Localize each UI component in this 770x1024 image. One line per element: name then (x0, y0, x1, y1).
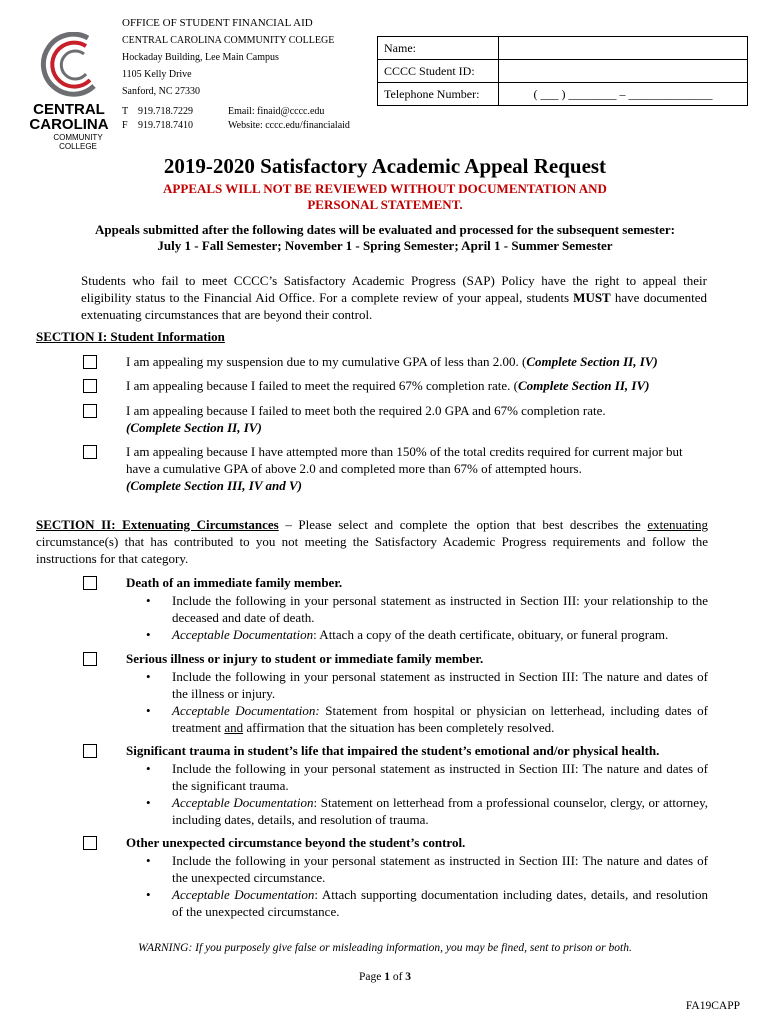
option-note: Complete Section II, IV) (526, 354, 658, 369)
deadline-notice (60, 222, 710, 254)
option-completion-text (126, 377, 708, 394)
category-trauma-statement: Include the following in your personal statement as instructed in Section III: The nature and dates of the significant trauma. (172, 761, 708, 793)
bullet-icon: • (146, 669, 151, 684)
category-other-statement: Include the following in your personal statement as instructed in Section III: The nature and dates of the unexpected circumstance. (172, 853, 708, 885)
bullet-icon: • (146, 887, 151, 902)
name-label: Name: (378, 37, 499, 60)
section-1-title: : Student Information (102, 329, 225, 344)
logo-line2: CAROLINA (29, 116, 109, 133)
office-name: OFFICE OF STUDENT FINANCIAL AID (122, 17, 313, 29)
fax-number: 919.718.7410 (138, 120, 193, 131)
intro-text-1: Students who fail to meet CCCC’s Satisfactory Academic Progress (SAP) Policy have the right to appeal their eligibility status to the Financial Aid Office. For a complete review of your appeal, students (81, 273, 707, 305)
email-contact: Email: finaid@cccc.edu (228, 106, 325, 117)
logo-line3: COMMUNITY (53, 133, 103, 142)
section-2-text-b: circumstance(s) that has contributed to you not meeting the Satisfactory Academic Progress requirements and follow the instructions for that category. (36, 534, 708, 566)
option-text: I am appealing my suspension due to my cumulative GPA of less than 2.00. ( (126, 354, 527, 369)
section-2-text-a: – Please select and complete the option that best describes the (278, 517, 648, 532)
doc-label: Acceptable Documentation (172, 795, 314, 810)
doc-text: Statement from hospital or physician on letterhead, including dates of treatment (172, 703, 708, 735)
name-field[interactable] (499, 37, 748, 60)
bullet-icon: • (146, 703, 151, 718)
doc-text: : Statement on letterhead from a professional counselor, clergy, or attorney, including dates, details, and resolution of trauma. (172, 795, 708, 827)
logo-line4: COLLEGE (59, 142, 97, 151)
option-note: (Complete Section III, IV and V) (126, 478, 303, 493)
category-illness-statement: Include the following in your personal statement as instructed in Section III: The nature and dates of the illness or injury. (172, 669, 708, 701)
doc-label: Acceptable Documentation (172, 887, 315, 902)
category-trauma-checkbox[interactable] (83, 744, 97, 758)
building-address: Hockaday Building, Lee Main Campus (122, 52, 279, 63)
doc-text-tail: affirmation that the situation has been completely resolved. (243, 720, 555, 735)
doc-text-underlined: and (224, 720, 244, 735)
college-logo (28, 32, 110, 152)
category-death-documentation (172, 626, 708, 643)
tel-number: 919.718.7229 (138, 106, 193, 117)
total-pages: 3 (405, 971, 412, 983)
bullet-icon: • (146, 853, 151, 868)
option-note: (Complete Section II, IV) (126, 420, 262, 435)
option-both-checkbox[interactable] (83, 404, 97, 418)
category-other-checkbox[interactable] (83, 836, 97, 850)
option-both-text (126, 402, 708, 436)
bullet-icon: • (146, 761, 151, 776)
option-credits-checkbox[interactable] (83, 445, 97, 459)
warning-line-1: APPEALS WILL NOT BE REVIEWED WITHOUT DOCUMENTATION AND (163, 181, 607, 196)
section-1-heading (36, 329, 225, 345)
college-name: CENTRAL CAROLINA COMMUNITY COLLEGE (122, 35, 335, 46)
doc-label: Acceptable Documentation: (172, 703, 320, 718)
student-id-label: CCCC Student ID: (378, 60, 499, 83)
category-other-documentation (172, 886, 708, 920)
bullet-icon: • (146, 627, 151, 642)
deadline-line-2: July 1 - Fall Semester; November 1 - Spring Semester; April 1 - Summer Semester (157, 238, 613, 253)
option-text: I am appealing because I failed to meet both the required 2.0 GPA and 67% completion rate. (126, 403, 606, 418)
student-id-field[interactable] (499, 60, 748, 83)
page-word: Page (358, 971, 385, 983)
table-row (378, 37, 748, 60)
intro-must: MUST (573, 290, 611, 305)
logo-line1: CENTRAL (33, 101, 105, 118)
legal-warning: WARNING: If you purposely give false or misleading information, you may be fined, sent to prison or both. (138, 942, 632, 954)
option-note: Complete Section II, IV) (518, 378, 650, 393)
table-row (378, 60, 748, 83)
city-address: Sanford, NC 27330 (122, 86, 201, 97)
category-illness-documentation (172, 702, 708, 736)
website-contact: Website: cccc.edu/financialaid (228, 120, 350, 131)
form-code: FA19CAPP (685, 1000, 740, 1012)
intro-text-2: have documented extenuating circumstances that are beyond their control. (81, 290, 707, 322)
option-gpa-checkbox[interactable] (83, 355, 97, 369)
category-death-statement: Include the following in your personal statement as instructed in Section III: your relationship to the deceased and date of death. (172, 593, 708, 625)
category-illness-checkbox[interactable] (83, 652, 97, 666)
logo-arcs-icon (43, 34, 94, 94)
category-trauma-documentation (172, 794, 708, 828)
fax-label: F (122, 120, 128, 131)
category-trauma-title: Significant trauma in student’s life that impaired the student’s emotional and/or physical health. (126, 743, 660, 758)
student-contact-table (377, 36, 748, 106)
documentation-warning (130, 181, 640, 213)
tel-label: T (122, 106, 129, 117)
page-title: 2019-2020 Satisfactory Academic Appeal Request (163, 154, 607, 178)
warning-line-2: PERSONAL STATEMENT. (307, 197, 463, 212)
option-gpa-text (126, 353, 708, 370)
section-1-label: SECTION I (36, 329, 103, 344)
option-completion-checkbox[interactable] (83, 379, 97, 393)
option-credits-text (126, 443, 708, 494)
bullet-icon: • (146, 795, 151, 810)
section-2-intro (36, 516, 708, 567)
table-row (378, 83, 748, 106)
category-death-checkbox[interactable] (83, 576, 97, 590)
phone-label: Telephone Number: (378, 83, 499, 106)
doc-label: Acceptable Documentation (172, 627, 314, 642)
category-death-title: Death of an immediate family member. (126, 575, 343, 590)
page-number (0, 970, 770, 984)
category-other-title: Other unexpected circumstance beyond the student’s control. (126, 835, 466, 850)
option-text: I am appealing because I failed to meet the required 67% completion rate. ( (126, 378, 518, 393)
street-address: 1105 Kelly Drive (122, 69, 192, 80)
of-word: of (389, 971, 406, 983)
current-page: 1 (384, 971, 390, 983)
section-2-heading: SECTION II: Extenuating Circumstances (36, 517, 279, 532)
section-2-text-underlined: extenuating (647, 517, 709, 532)
deadline-line-1: Appeals submitted after the following dates will be evaluated and processed for the subsequent semester: (95, 222, 675, 237)
category-illness-title: Serious illness or injury to student or immediate family member. (126, 651, 484, 666)
option-text: I am appealing because I have attempted more than 150% of the total credits required for current major but have a cumulative GPA of above 2.0 and completed more than 67% of attempted hours. (126, 444, 683, 476)
bullet-icon: • (146, 593, 151, 608)
phone-field[interactable]: ( ___ ) ________ – ______________ (499, 83, 748, 106)
intro-paragraph (81, 272, 707, 323)
doc-text: : Attach a copy of the death certificate, obituary, or funeral program. (313, 627, 669, 642)
doc-text: : Attach supporting documentation including dates, details, and resolution of the unexpected circumstance. (172, 887, 708, 919)
